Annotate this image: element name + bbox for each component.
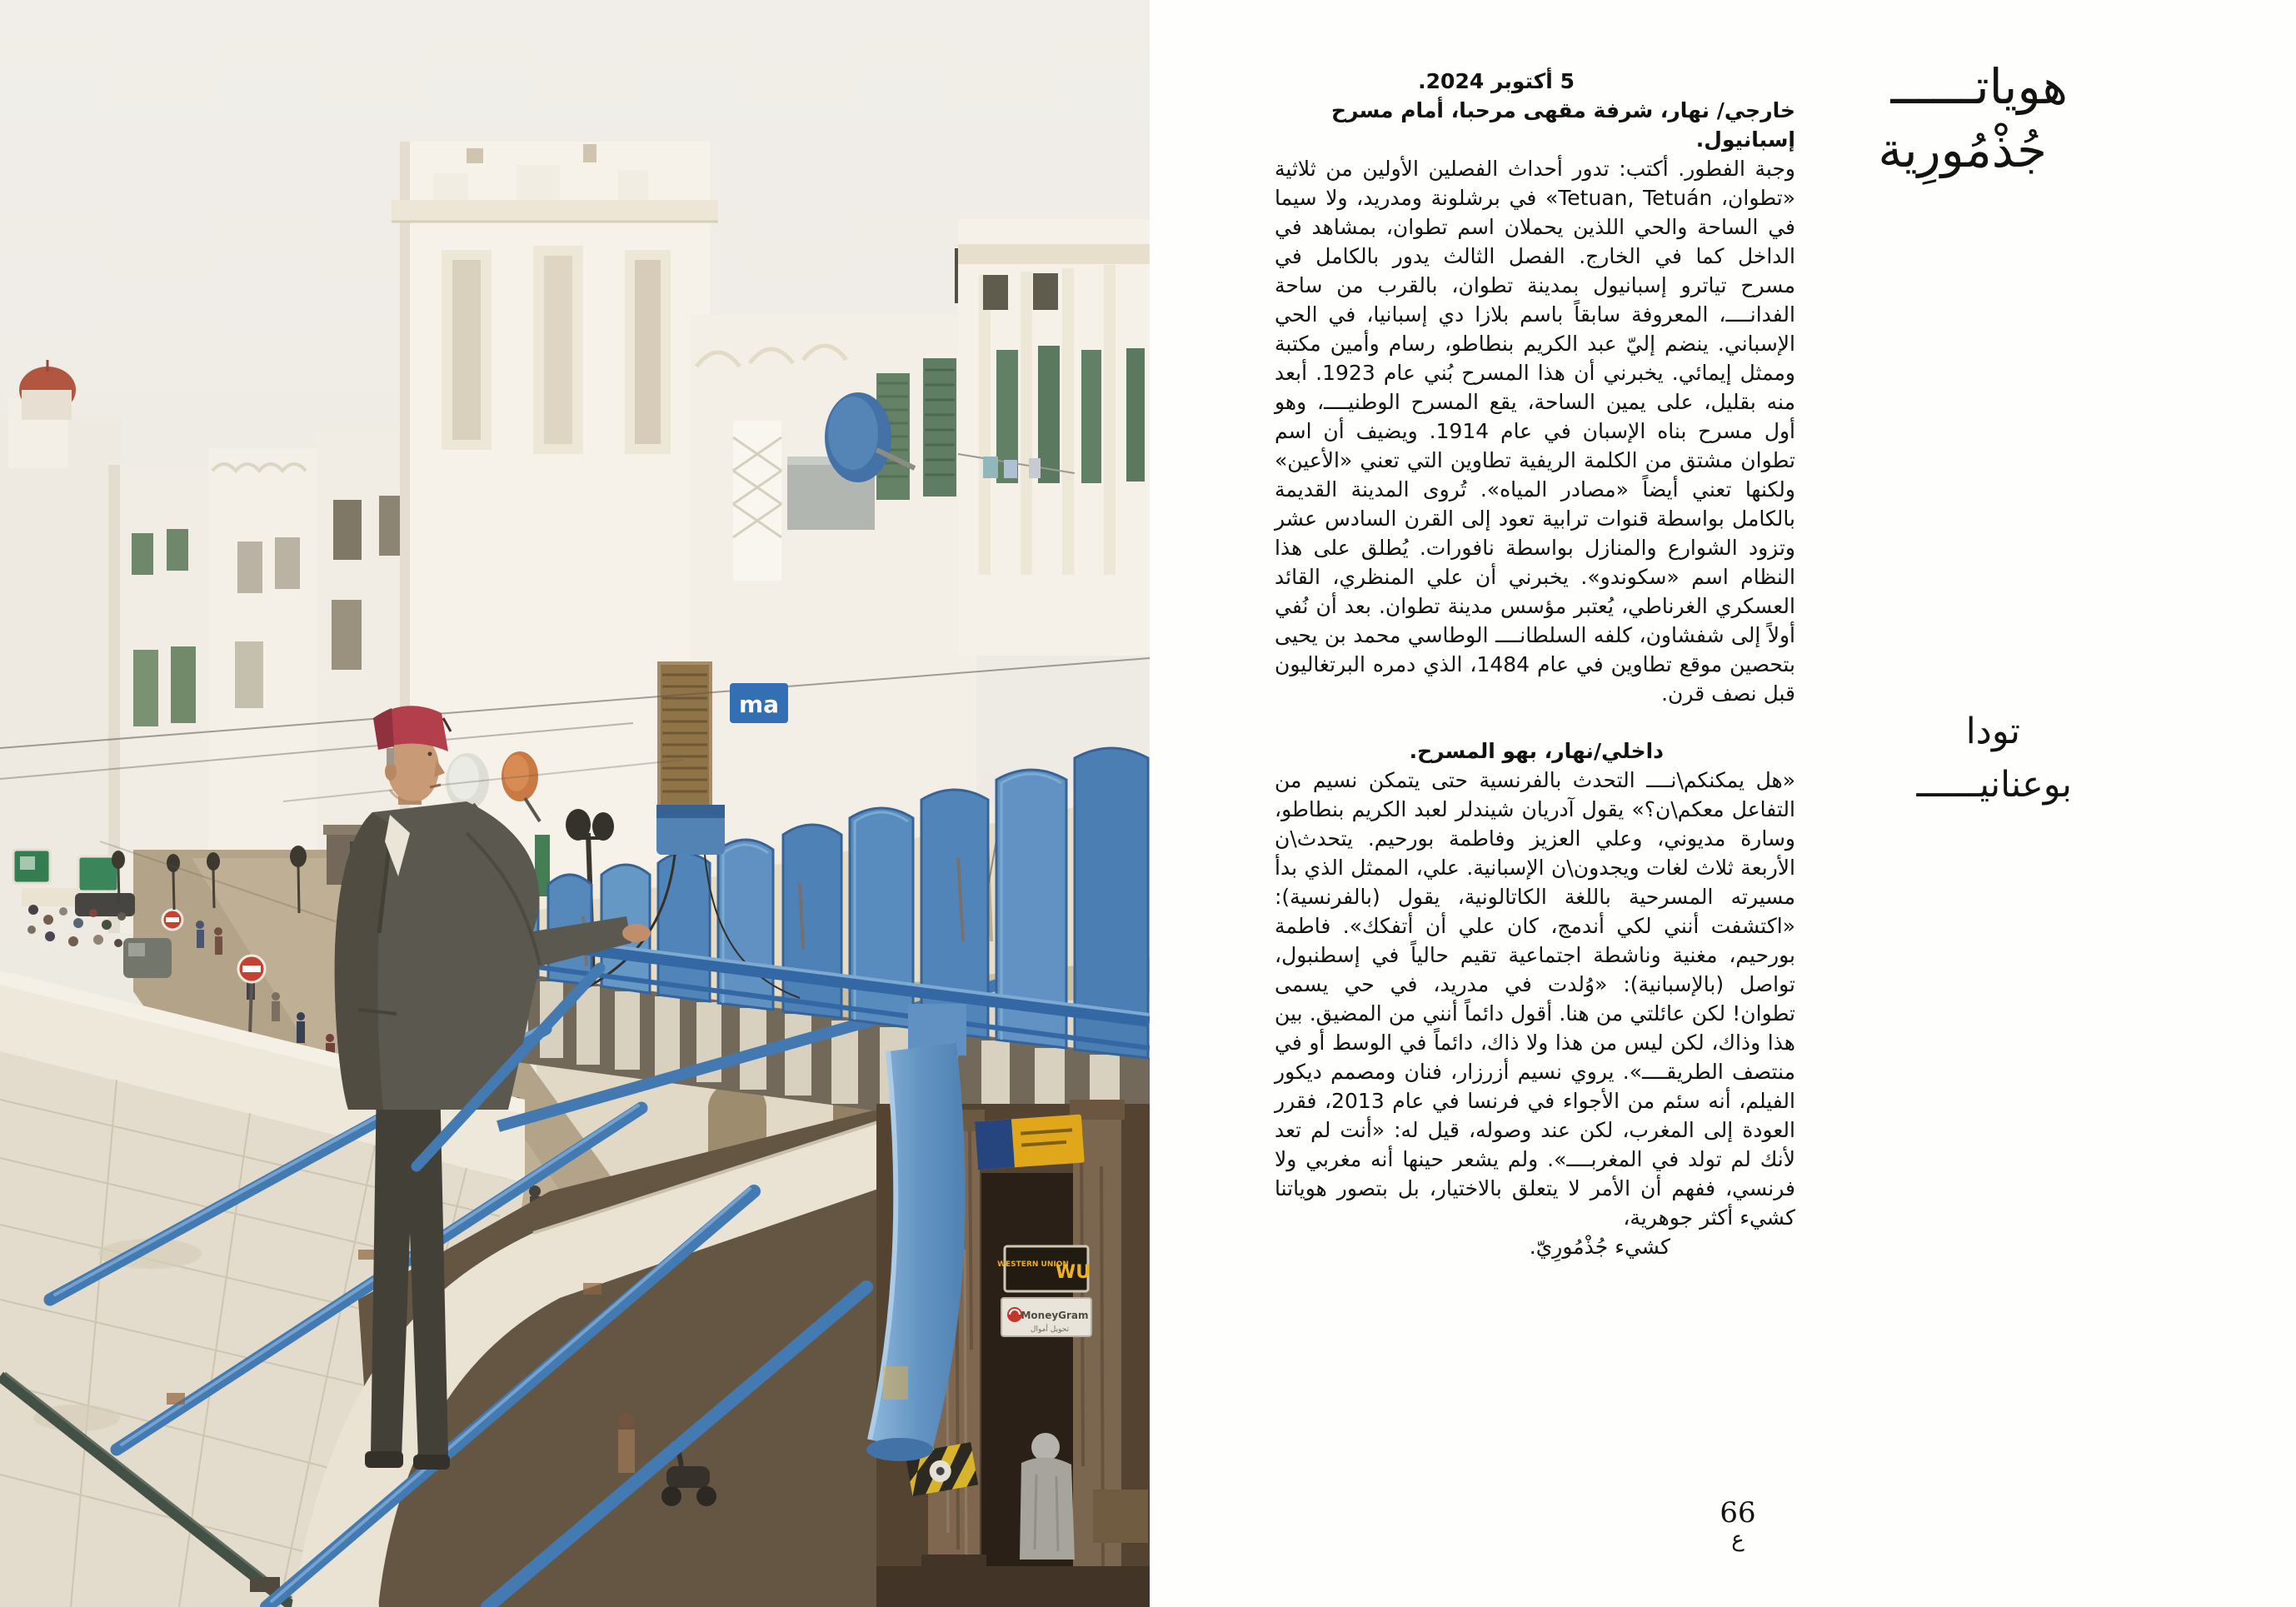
ma-sign-text: ma	[738, 691, 780, 718]
scene2-last-line: كشيء جُذْمُورِيّ.	[1529, 1235, 1670, 1259]
author-line-1: تودا	[1965, 711, 2020, 752]
section-letter: ع	[1731, 1527, 1744, 1552]
article-body	[1275, 67, 1795, 1261]
scene2-paragraph: «هل يمكنكم\نــــ التحدث بالفرنسية حتى يتمكن نسيم من التفاعل معكم\ن؟» يقول آدريان شيندلر لعبد الكريم بنطاطو، وسارة مديوني، وعلي العزيز وفاطمة بورحيم. يتحدث\ن الأربعة ثلاث لغات ويجدون\ن الإسبانية. علي، الممثل الذي بدأ مسيرته المسرحية باللغة الكاتالونية، يقول (بالفرنسية): «اكتشفت أنني لكي أندمج، كان علي أن أتفكك». فاطمة بورحيم، مغنية وناشطة اجتماعية تقيم حالياً في إسطنبول، تواصل (بالإسبانية): «وُلدت في مدريد، في حي يسمى تطوان! لكن عائلتي من هنا. أقول دائماً أنني من المضيق. بين هذا وذاك، لكن ليس من هذا ولا ذاك، دائماً في الوسط أو في منتصف الطريقــــ». يروي نسيم أزرزار، فنان ومصمم ديكور الفيلم، أنه سئم من الأجواء في فرنسا في عام 2013، فقرر العودة إلى المغرب، لكن عند وصوله، قيل له: «أنت لم تعد لأنك لم تولد في المغربــــ». ولم يشعر حينها أنه مغربي ولا فرنسي، ففهم أن الأمر لا يتعلق بالاختيار، بل بتصور هوياتنا كشيء أكثر جوهرية،	[1275, 768, 1795, 1230]
author-line-2: بوعنانيــــــ	[1916, 764, 2072, 806]
title-line-1: هوياتــــــ	[1890, 58, 2068, 115]
scene2-heading: داخلي/نهار، بهو المسرح.	[1409, 739, 1664, 763]
moneygram-arabic-text: تحويل أموال	[1030, 1325, 1070, 1334]
wu-text: WU	[1055, 1262, 1091, 1283]
page-folio	[1705, 1498, 1771, 1551]
moneygram-text: MoneyGram	[1021, 1310, 1089, 1321]
scene1-heading: خارجي/ نهار، شرفة مقهى مرحبا، أمام مسرح إسبانيول.	[1331, 98, 1795, 152]
article-title	[1878, 55, 2068, 182]
title-line-2: جُذْمُورِية	[1878, 122, 2047, 178]
date-line: 5 أكتوبر 2024.	[1418, 69, 1575, 93]
page-number: 66	[1720, 1496, 1756, 1530]
author-name	[1917, 705, 2072, 811]
western-union-text: WESTERN UNION	[997, 1260, 1069, 1269]
text-page	[1150, 0, 2296, 1607]
scene1-paragraph: وجبة الفطور. أكتب: تدور أحداث الفصلين الأولين من ثلاثية «تطوان، Tetuan, Tetuán» في برشلونة ومدريد، ولا سيما في الساحة والحي اللذين يحملان اسم تطوان، بمشاهد في الداخل كما في الخارج. الفصل الثالث يدور بالكامل في مسرح تياترو إسبانيول بمدينة تطوان، بالقرب من ساحة الفدانــــ، المعروفة سابقاً باسم بلازا دي إسبانيا، في الحي الإسباني. ينضم إليّ عبد الكريم بنطاطو، رسام وأمين مكتبة وممثل إيمائي. يخبرني أن هذا المسرح بُني عام 1923. أبعد منه بقليل، على يمين الساحة، يقع المسرح الوطنيــــ، وهو أول مسرح بناه الإسبان في عام 1914. ويضيف أن اسم تطوان مشتق من الكلمة الريفية تطاوين التي تعني «الأعين» ولكنها تعني أيضاً «مصادر المياه». تُروى المدينة القديمة بالكامل بواسطة قنوات ترابية تعود إلى القرن السادس عشر وتزود الشوارع والمنازل بواسطة نافورات. يُطلق على هذا النظام اسم «سكوندو». يخبرني أن علي المنظري، القائد العسكري الغرناطي، يُعتبر مؤسس مدينة تطوان. بعد أن نُفي أولاً إلى شفشاون، كلفه السلطانــــ الوطاسي محمد بن يحيى بتحصين موقع تطاوين في عام 1484، الذي دمره البرتغاليون قبل نصف قرن.	[1275, 157, 1796, 706]
